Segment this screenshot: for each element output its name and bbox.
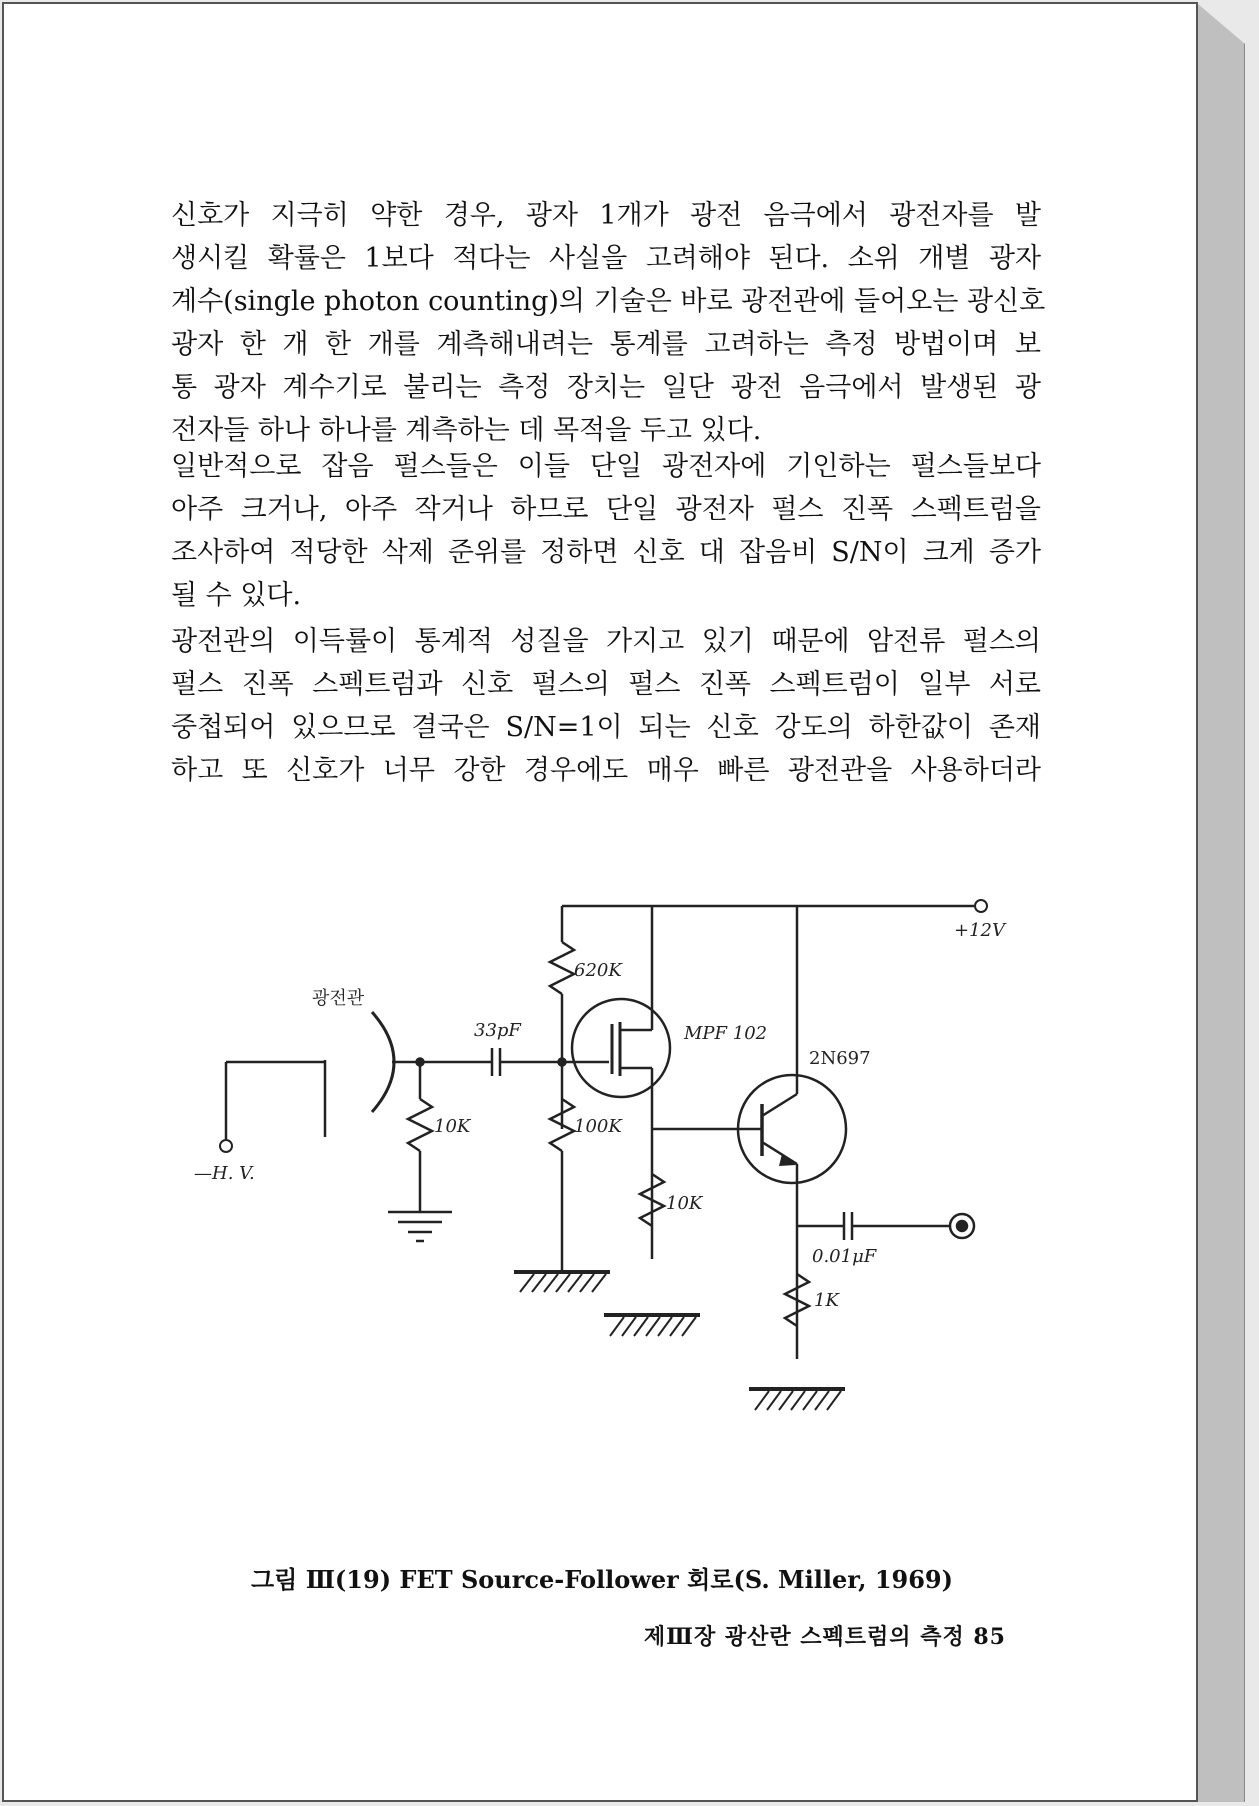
resistor-10k-source-label: 10K [666,1193,703,1214]
vcc-label: +12V [954,920,1005,941]
circuit-diagram [154,884,1054,1484]
text-line: 조사하여 적당한 삭제 준위를 정하면 신호 대 잡음비 S/N이 크게 증가 [171,537,1041,568]
text-line: 신호가 지극히 약한 경우, 광자 1개가 광전 음극에서 광전자를 발 [171,200,1041,231]
page-footer: 제Ⅲ장 광산란 스펙트럼의 측정 85 [643,1624,1006,1650]
text-line: 될 수 있다. [171,580,302,611]
resistor-620k-label: 620K [574,960,622,981]
cap-33pf-label: 33pF [474,1020,521,1041]
figure-caption: 그림 Ⅲ(19) FET Source-Follower 회로(S. Miller, 1969) [250,1565,953,1594]
book-page [2,2,1198,1802]
page-edge-shadow [1198,4,1245,1802]
text-line: 생시킬 확률은 1보다 적다는 사실을 고려해야 된다. 소위 개별 광자 [171,243,1041,274]
hv-label: —H. V. [194,1163,255,1184]
cap-001uf-label: 0.01μF [812,1246,877,1267]
text-line: 중첩되어 있으므로 결국은 S/N=1이 되는 신호 강도의 하한값이 존재 [171,712,1041,743]
paragraph-2 [171,445,1041,617]
text-line: 계수(single photon counting)의 기술은 바로 광전관에 들어오는 광신호 [171,286,1046,317]
paragraph-3 [171,620,1041,792]
photocell-label: 광전관 [312,988,365,1009]
text-line: 통 광자 계수기로 불리는 측정 장치는 일단 광전 음극에서 발생된 광 [171,372,1041,403]
paragraph-1 [171,194,1046,452]
fet-label: MPF 102 [684,1023,768,1044]
text-line: 광자 한 개 한 개를 계측해내려는 통계를 고려하는 측정 방법이며 보 [171,329,1041,360]
text-line: 일반적으로 잡음 펄스들은 이들 단일 광전자에 기인하는 펄스들보다 [171,451,1041,482]
resistor-100k-label: 100K [574,1116,622,1137]
text-line: 아주 크거나, 아주 작거나 하므로 단일 광전자 펄스 진폭 스펙트럼을 [171,494,1041,525]
text-line: 전자들 하나 하나를 계측하는 데 목적을 두고 있다. [171,415,762,446]
text-line: 하고 또 신호가 너무 강한 경우에도 매우 빠른 광전관을 사용하더라 [171,755,1041,786]
text-line: 펄스 진폭 스펙트럼과 신호 펄스의 펄스 진폭 스펙트럼이 일부 서로 [171,669,1041,700]
bjt-label: 2N697 [809,1048,871,1069]
resistor-10k-label: 10K [434,1116,471,1137]
resistor-1k-label: 1K [814,1290,839,1311]
text-line: 광전관의 이득률이 통계적 성질을 가지고 있기 때문에 암전류 펄스의 [171,626,1041,657]
